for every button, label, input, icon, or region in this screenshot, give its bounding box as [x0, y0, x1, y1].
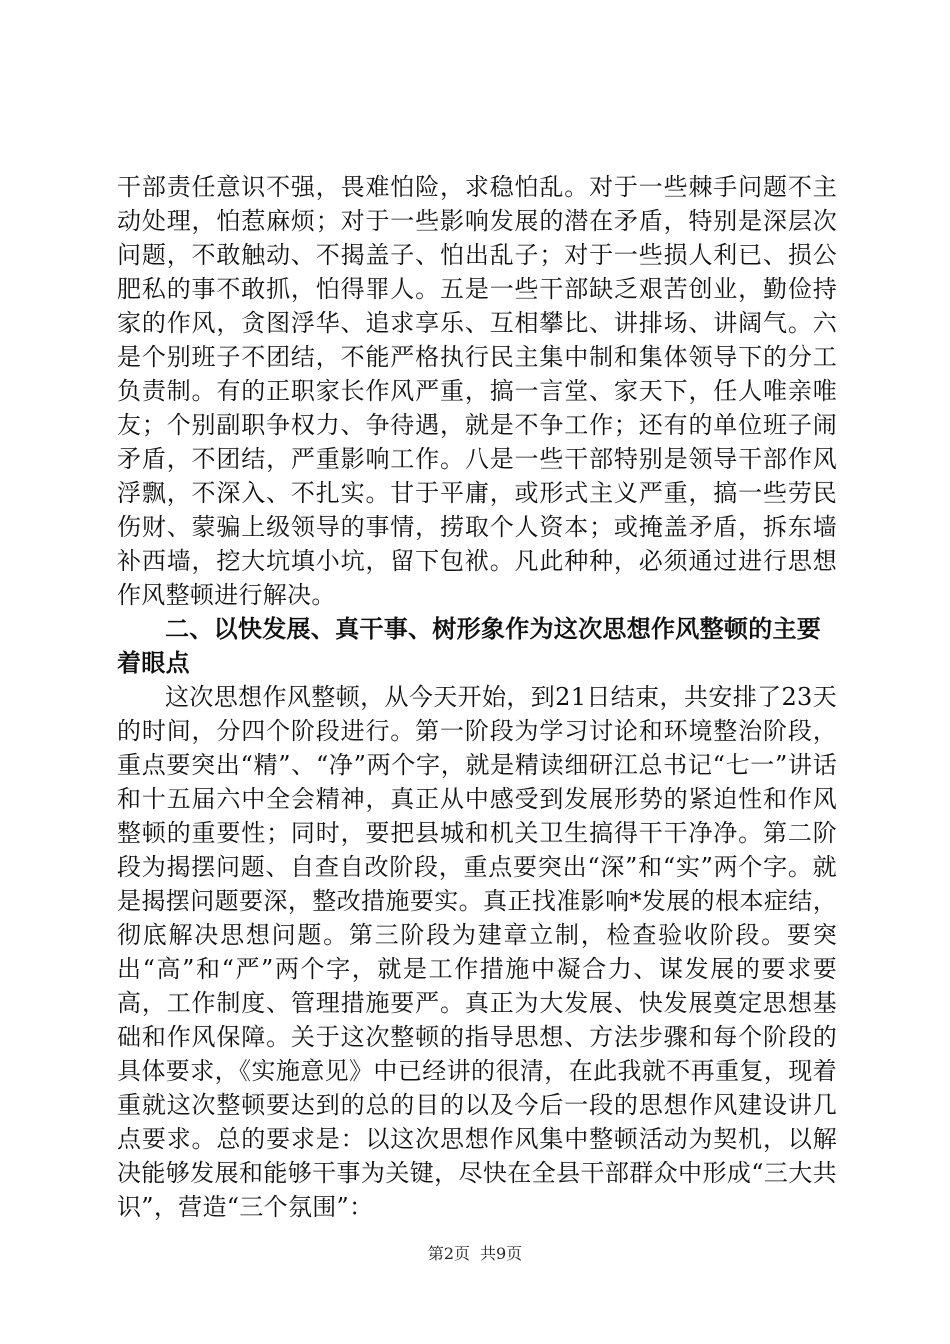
page-number: 第2页 — [427, 1244, 470, 1263]
page-total: 共9页 — [480, 1244, 523, 1263]
section-heading: 二、以快发展、真干事、树形象作为这次思想作风整顿的主要着眼点 — [117, 615, 822, 677]
body-paragraph: 这次思想作风整顿，从今天开始，到21日结束，共安排了23天的时间，分四个阶段进行。第一阶段为学习讨论和环境整治阶段，重点要突出“精”、“净”两个字，就是精读细研江总书记“七一”讲话和十五届六中全会精神，真正从中感受到发展形势的紧迫性和作风整顿的重要性；同时，要把县城和机关卫生搞得干干净净。第二阶段为揭摆问题、自查自改阶段，重点要突出“深”和“实”两个字。就是揭摆问题要深，整改措施要实。真正找准影响*发展的根本症结，彻底解决思想问题。第三阶段为建章立制，检查验收阶段。要突出“高”和“严”两个字，就是工作措施中凝合力、谋发展的要求要高，工作制度、管理措施要严。真正为大发展、快发展奠定思想基础和作风保障。关于这次整顿的指导思想、方法步骤和每个阶段的具体要求，《实施意见》中已经讲的很清，在此我就不再重复，现着重就这次整顿要达到的总的目的以及今后一段的思想作风建设讲几点要求。总的要求是：以这次思想作风集中整顿活动为契机，以解决能够发展和能够干事为关键，尽快在全县干部群众中形成“三大共识”，营造“三个氛围”： — [117, 683, 837, 1221]
body-paragraph: 干部责任意识不强，畏难怕险，求稳怕乱。对于一些棘手问题不主动处理，怕惹麻烦；对于一些影响发展的潜在矛盾，特别是深层次问题，不敢触动、不揭盖子、怕出乱子；对于一些损人利已、损公肥私的事不敢抓，怕得罪人。五是一些干部缺乏艰苦创业，勤俭持家的作风，贪图浮华、追求享乐、互相攀比、讲排场、讲阔气。六是个别班子不团结，不能严格执行民主集中制和集体领导下的分工负责制。有的正职家长作风严重，搞一言堂、家天下，任人唯亲唯友；个别副职争权力、争待遇，就是不争工作；还有的单位班子闹矛盾，不团结，严重影响工作。八是一些干部特别是领导干部作风浮飘，不深入、不扎实。甘于平庸，或形式主义严重，搞一些劳民伤财、蒙骗上级领导的事情，捞取个人资本；或掩盖矛盾，拆东墙补西墙，挖大坑填小坑，留下包袱。凡此种种，必须通过进行思想作风整顿进行解决。 — [117, 173, 837, 609]
page-footer — [0, 1244, 950, 1264]
document-body — [117, 170, 837, 1224]
